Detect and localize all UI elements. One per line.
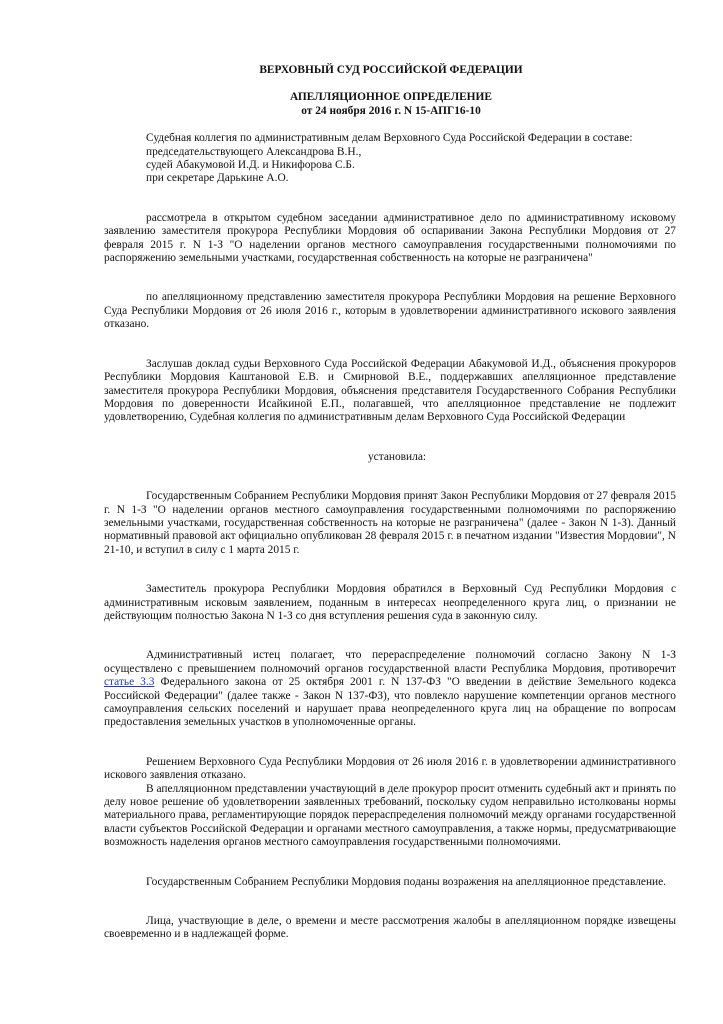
document-date-number: от 24 ноября 2016 г. N 15-АПГ16-10 — [301, 104, 481, 117]
paragraph: Государственным Собранием Республики Мордовия принят Закон Республики Мордовия от 27 февраля 2015 г. N 1-З "О наделении органов местного самоуправления государственными полномочиями по распоряжению земельными участками, государственная собственность на которые не разграничена" (далее - Закон N 1-З). Данный нормативный правовой акт официально опубликован 28 февраля 2015 г. в печатном издании "Известия Мордовии", N 21-10, и вступил в силу с 1 марта 2015 г. — [104, 490, 676, 556]
paragraph: Государственным Собранием Республики Мордовия поданы возражения на апелляционное представление. — [146, 875, 667, 888]
document-page — [104, 64, 676, 942]
composition-line: при секретаре Дарькине А.О. — [146, 172, 289, 185]
paragraph: Заслушав доклад судьи Верховного Суда Российской Федерации Абакумовой И.Д., объяснения прокуроров Республики Мордовия Каштановой Е.В. и Смирновой В.Е., поддержавших апелляционное представление заместителя прокурора Республики Мордовия, объяснения представителя Государственного Собрания Республики Мордовия по доверенности Исайкиной Е.П., полагавшей, что апелляционное представление не подлежит удовлетворению, Судебная коллегия по административным делам Верховного Суда Российской Федерации — [104, 357, 676, 424]
paragraph: по апелляционному представлению заместителя прокурора Республики Мордовия на решение Верховного Суда Республики Мордовия от 26 июля 2016 г., которым в удовлетворении административного искового заявления отказано. — [104, 291, 676, 331]
court-composition — [104, 132, 676, 186]
article-link[interactable]: статье 3.3 — [104, 676, 155, 689]
court-title: ВЕРХОВНЫЙ СУД РОССИЙСКОЙ ФЕДЕРАЦИИ — [259, 64, 523, 76]
composition-line: Судебная коллегия по административным делам Верховного Суда Российской Федерации в составе: — [146, 132, 633, 145]
paragraph: рассмотрела в открытом судебном заседании административное дело по административному исковому заявлению заместителя прокурора Республики Мордовия об оспаривании Закона Республики Мордовия от 27 февраля 2015 г. N 1-З "О наделении органов местного самоуправления государственными полномочиями по распоряжению земельными участками, государственная собственность на которые не разграничена" — [104, 211, 676, 265]
composition-line: судей Абакумовой И.Д. и Никифорова С.Б. — [146, 159, 355, 172]
paragraph: Решением Верховного Суда Республики Мордовия от 26 июля 2016 г. в удовлетворении административного искового заявления отказано. — [104, 755, 676, 782]
paragraph-text: Федерального закона от 25 октября 2001 г. N 137-ФЗ "О введении в действие Земельного кодекса Российской Федерации" (далее также - Закон N 137-ФЗ), что повлекло нарушение компетенции органов местного самоуправления сельских поселений и нарушает права неопределенного круга лиц на обращение по вопросам предоставления земельных участков в уполномоченные органы. — [104, 676, 676, 729]
paragraph — [104, 649, 676, 729]
document-type: АПЕЛЛЯЦИОННОЕ ОПРЕДЕЛЕНИЕ — [289, 91, 493, 104]
paragraph: В апелляционном представлении участвующий в деле прокурор просит отменить судебный акт и принять по делу новое решение об удовлетворении заявленных требований, поскольку судом неправильно истолкованы нормы материального права, регламентирующие порядок перераспределения полномочий между органами государственной власти субъектов Российской Федерации и органами местного самоуправления, а также нормы, предусматривающие возможность наделения органов местного самоуправления государственными полномочиями. — [104, 782, 676, 849]
paragraph: Лица, участвующие в деле, о времени и месте рассмотрения жалобы в апелляционном порядке извещены своевременно и в надлежащей форме. — [104, 915, 676, 941]
paragraph: Заместитель прокурора Республики Мордовия обратился в Верховный Суд Республики Мордовия с административным исковым заявлением, поданным в интересах неопределенного круга лиц, о признании не действующим полностью Закона N 1-З со дня вступления решения суда в законную силу. — [104, 583, 676, 622]
composition-line: председательствующего Александрова В.Н., — [146, 145, 362, 158]
established-heading: установила: — [367, 450, 427, 463]
paragraph-text: Административный истец полагает, что перераспределение полномочий согласно Закону N 1-З осуществлено с превышением полномочий органов государственной власти Республика Мордовия, противоречит — [104, 649, 676, 675]
